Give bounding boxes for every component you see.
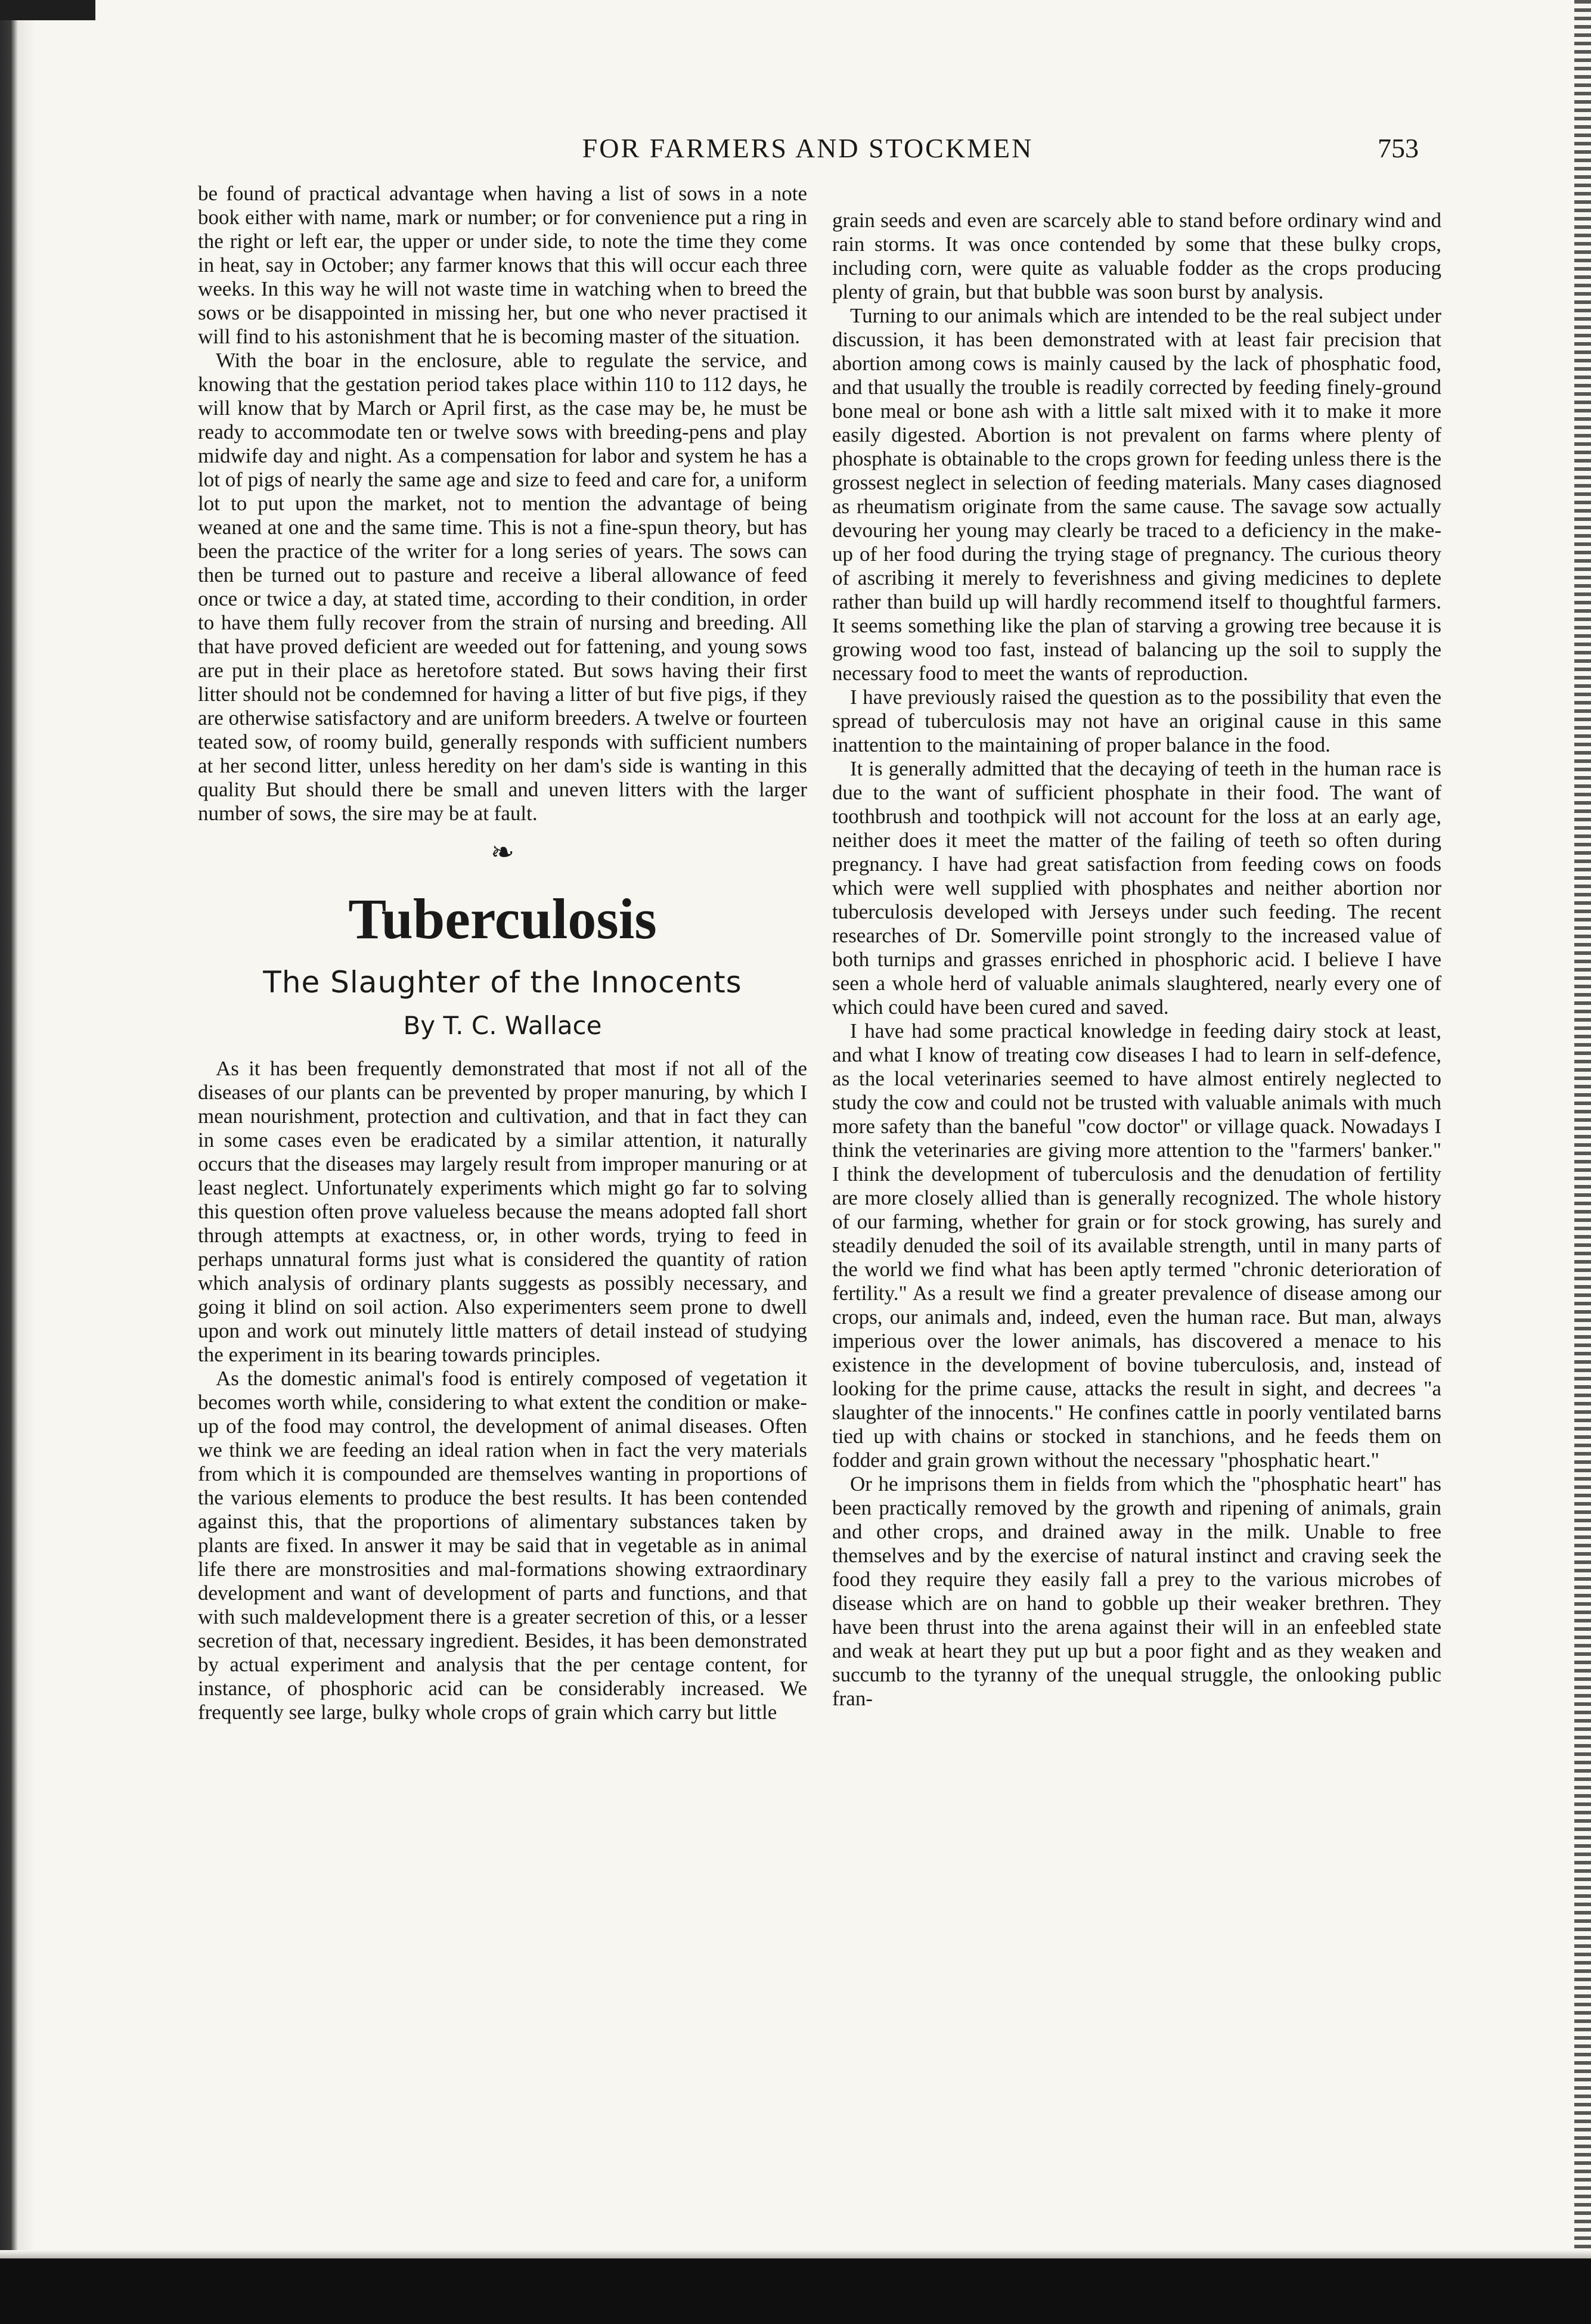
right-column xyxy=(832,209,1441,1711)
paragraph: As it has been frequently demonstrated that most if not all of the diseases of our plants can be prevented by proper manuring, by which I mean nourishment, protection and cultivation, and that in fact they can in some cases even be eradicated by a similar attention, it naturally occurs that the diseases may largely result from improper manuring or at least neglect. Unfortunately experiments which might go far to solving this question often prove valueless because the means adopted fall short through attempts at exactness, or, in other words, trying to feed in perhaps unnatural forms just what is considered the quantity of ration which analysis of ordinary plants suggests as possibly necessary, and going it blind on soil action. Also experimenters seem prone to dwell upon and work out minutely little matters of detail instead of studying the experiment in its bearing towards principles. xyxy=(198,1057,807,1366)
ornament-icon: ❧ xyxy=(490,837,515,868)
running-head: FOR FARMERS AND STOCKMEN xyxy=(582,133,1034,163)
page-binding-shadow xyxy=(0,0,36,2324)
paragraph: As the domestic animal's food is entirely composed of vegetation it becomes worth while, considering to what extent the condition or make-up of the food may control, the development of animal diseases. Often we think we are feeding an ideal ration when in fact the very materials from which it is compounded are themselves wanting in proportions of the various elements to produce the best results. It has been contended against this, that the proportions of alimentary substances taken by plants are fixed. In answer it may be said that in vegetable as in animal life there are monstrosities and mal-formations showing extraordinary development and want of development of parts and functions, and that with such maldevelopment there is a greater secretion of this, or a lesser secretion of that, necessary ingredient. Besides, it has been demonstrated by actual experiment and analysis that the per centage content, for instance, of phosphoric acid can be considerably increased. We frequently see large, bulky whole crops of grain which carry but little xyxy=(198,1367,807,1724)
byline: By T. C. Wallace xyxy=(403,1011,602,1040)
paragraph: I have had some practical knowledge in feeding dairy stock at least, and what I know of treating cow diseases I had to learn in self-defence, as the local veterinaries seemed to have almost entirely neglected to study the cow and could not be trusted with valuable animals with much more safety than the baneful "cow doctor" or village quack. Nowadays I think the veterinaries are giving more attention to the "farmers' banker." I think the development of tuberculosis and the denudation of fertility are more closely allied than is generally recognized. The whole history of our farming, whether for grain or for stock growing, has surely and steadily denuded the soil of its available strength, until in many parts of the world we find what has been aptly termed "chronic deterioration of fertility." As a result we find a greater prevalence of disease among our crops, our animals and, indeed, even the human race. But man, always imperious over the lower animals, has discovered a menace to his existence in the development of bovine tuberculosis, and, instead of looking for the prime cause, attacks the result in sight, and decrees "a slaughter of the innocents." He confines cattle in poorly ventilated barns tied up with chains or stocked in stanchions, and he feeds them on fodder and grain grown without the necessary "phosphatic heart." xyxy=(832,1019,1441,1472)
paragraph: grain seeds and even are scarcely able to stand before ordinary wind and rain storms. It was once contended by some that these bulky crops, including corn, were quite as valuable fodder as the crops producing plenty of grain, but that bubble was soon burst by analysis. xyxy=(832,209,1441,303)
binding-edge-mark xyxy=(0,0,95,20)
article-subtitle: The Slaughter of the Innocents xyxy=(263,965,742,1000)
scan-bottom-edge xyxy=(0,2258,1591,2324)
scan-bottom-fade xyxy=(0,2250,1591,2258)
paragraph: I have previously raised the question as to the possibility that even the spread of tuberculosis may not have an original cause in this same inattention to the maintaining of proper balance in the food. xyxy=(832,685,1441,756)
paragraph: Or he imprisons them in fields from which the "phosphatic heart" has been practically removed by the growth and ripening of animals, grain and other crops, and drained away in the milk. Unable to free themselves and by the exercise of natural instinct and craving seek the food they require they easily fall a prey to the various microbes of disease which are on hand to gobble up their weaker brethren. They have been thrust into the arena against their will in an enfeebled state and weak at heart they put up but a poor fight and as they weaken and succumb to the tyranny of the unequal struggle, the onlooking public fran- xyxy=(832,1472,1441,1710)
paragraph: be found of practical advantage when having a list of sows in a note book either with name, mark or number; or for convenience put a ring in the right or left ear, the upper or under side, to note the time they come in heat, say in October; any farmer knows that this will occur each three weeks. In this way he will not waste time in watching when to breed the sows or be disappointed in missing her, but one who never practised it will find to his astonishment that he is becoming master of the situation. xyxy=(198,182,807,348)
paragraph: Turning to our animals which are intended to be the real subject under discussion, it has been demonstrated with at least fair precision that abortion among cows is mainly caused by the lack of phosphatic food, and that usually the trouble is readily corrected by feeding finely-ground bone meal or bone ash with a little salt mixed with it to make it more easily digested. Abortion is not prevalent on farms where plenty of phosphate is obtainable to the crops grown for feeding unless there is the grossest neglect in selection of feeding materials. Many cases diagnosed as rheumatism originate from the same cause. The savage sow actually devouring her young may clearly be traced to a deficiency in the make-up of her food during the trying stage of pregnancy. The curious theory of ascribing it merely to feverishness and giving medicines to deplete rather than build up will hardly recommend itself to thoughtful farmers. It seems something like the plan of starving a growing tree because it is growing wood too fast, instead of balancing up the soil to supply the necessary food to meet the wants of reproduction. xyxy=(832,304,1441,685)
paragraph: With the boar in the enclosure, able to regulate the service, and knowing that the gestation period takes place within 110 to 112 days, he will know that by March or April first, as the case may be, he must be ready to accommodate ten or twelve sows with breeding-pens and play midwife day and night. As a compensation for labor and system he has a lot of pigs of nearly the same age and size to feed and care for, a uniform lot to put upon the market, not to mention the advantage of being weaned at one and the same time. This is not a fine-spun theory, but has been the practice of the writer for a long series of years. The sows can then be turned out to pasture and receive a liberal allowance of feed once or twice a day, at stated time, according to their condition, in order to have them fully recover from the strain of nursing and breeding. All that have proved deficient are weeded out for fattening, and young sows are put in their place as heretofore stated. But sows having their first litter should not be condemned for having a litter of but five pigs, if they are otherwise satisfactory and are uniform breeders. A twelve or fourteen teated sow, of roomy build, generally responds with sufficient numbers at her second litter, unless heredity on her dam's side is wanting in this quality But should there be small and uneven litters with the larger number of sows, the sire may be at fault. xyxy=(198,349,807,825)
paragraph: It is generally admitted that the decaying of teeth in the human race is due to the want of sufficient phosphate in their food. The want of toothbrush and toothpick will not account for the loss at an early age, neither does it meet the matter of the failing of teeth so often during pregnancy. I have had great satisfaction from feeding cows on foods which were well supplied with phosphates and neither abortion nor tuberculosis developed with Jerseys under such feeding. The recent researches of Dr. Somerville point strongly to the increased value of both turnips and grasses enriched in phosphoric acid. I believe I have seen a whole herd of valuable animals slaughtered, nearly every one of which could have been cured and saved. xyxy=(832,757,1441,1019)
page-header xyxy=(197,132,1419,168)
article-title: Tuberculosis xyxy=(348,887,657,951)
left-column xyxy=(198,182,807,1724)
page-number: 753 xyxy=(1378,133,1419,163)
scan-edge-right xyxy=(1574,0,1591,2324)
